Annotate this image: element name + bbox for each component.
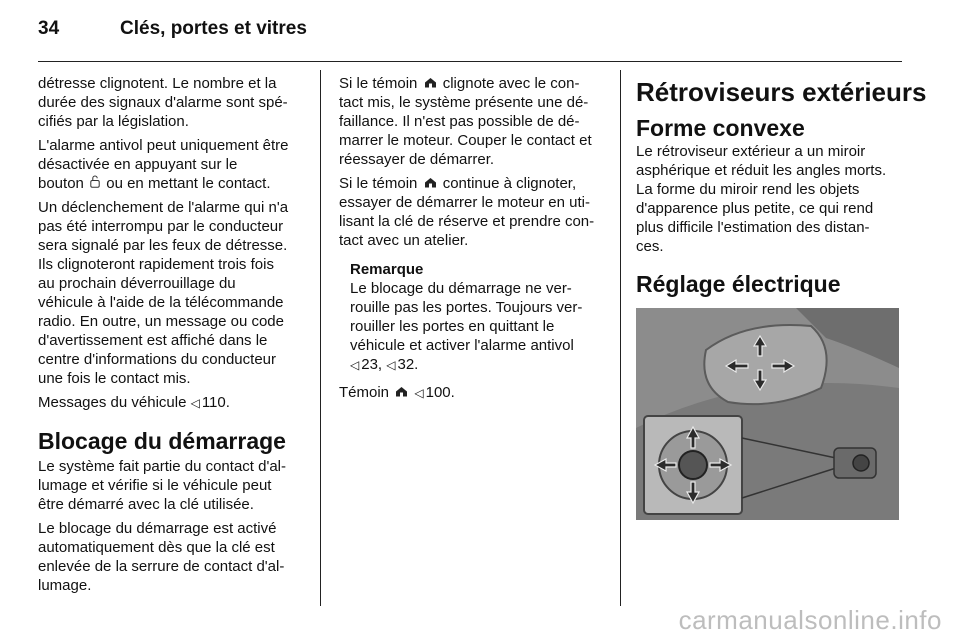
watermark: carmanualsonline.info bbox=[678, 605, 942, 635]
paragraph-convex-mirror: Le rétroviseur extérieur a un miroir asphérique et réduit les angles morts. La forme du miroir rend les objets d'apparence plus petite, ce qui rend plus difficile l'estimation des distan- ces. bbox=[636, 143, 887, 255]
note-box: Remarque Le blocage du démarrage ne ver- rouille pas les portes. Toujours ver- rouiller les portes en quittant le véhicule et activer l'alarme antivol ◁ 23, ◁ 32. bbox=[339, 260, 605, 375]
header-rule bbox=[38, 61, 902, 62]
mirror-adjustment-illustration bbox=[636, 308, 899, 520]
column-3 bbox=[636, 76, 927, 298]
paragraph-vehicle-messages: Messages du véhicule ◁ 110. bbox=[38, 394, 230, 411]
section-heading-immobiliser: Blocage du démarrage bbox=[38, 428, 286, 454]
page-ref-link[interactable]: 23, bbox=[361, 356, 383, 373]
paragraph-indicator-continues: Si le témoin continue à clignoter, essayer de démarrer le moteur en uti- lisant la clé de réserve et prendre con- tact avec un atelier. bbox=[339, 175, 595, 249]
page-ref-link[interactable]: 32. bbox=[397, 356, 419, 373]
paragraph-indicator-flashing: Si le témoin clignote avec le con- tact mis, le système présente une dé- faillance. Il n'est pas possible de dé- marrer le moteur. Couper le contact et réessayer de démarrer. bbox=[339, 75, 592, 168]
subheading-convex-shape: Forme convexe bbox=[636, 115, 805, 141]
page-number: 34 bbox=[38, 18, 60, 39]
page-header bbox=[38, 18, 922, 46]
immobiliser-warning-icon bbox=[424, 174, 437, 193]
column-divider-2 bbox=[620, 70, 621, 606]
page-ref-arrow-icon: ◁ bbox=[386, 358, 396, 372]
note-title: Remarque bbox=[350, 261, 424, 278]
paragraph-alarm-triggered: Un déclenchement de l'alarme qui n'a pas été interrompu par le conducteur sera signalé par les feux de détresse. Ils clignoteront rapidement trois fois au prochain déverrouillage du véhicule à l'aide de la télécommande radio. En outre, un message ou code d'avertissement est affiché dans le centre d'informations du conducteur une fois le contact mis. bbox=[38, 199, 289, 387]
page-ref-link[interactable]: 100. bbox=[425, 384, 455, 401]
page-ref-arrow-icon: ◁ bbox=[350, 358, 360, 372]
column-divider-1 bbox=[320, 70, 321, 606]
paragraph-alarm-signals: détresse clignotent. Le nombre et la durée des signaux d'alarme sont spé- cifiés par la législation. bbox=[38, 75, 288, 130]
unlock-button-icon bbox=[90, 174, 100, 193]
page-ref-link[interactable]: 110. bbox=[201, 394, 230, 411]
section-heading-exterior-mirrors: Rétroviseurs extérieurs bbox=[636, 77, 927, 107]
immobiliser-warning-icon bbox=[424, 74, 437, 93]
subheading-electric-adjustment: Réglage électrique bbox=[636, 271, 841, 297]
paragraph-indicator-ref: Témoin ◁ 100. bbox=[339, 384, 455, 401]
paragraph-alarm-deactivate: L'alarme antivol peut uniquement être désactivée en appuyant sur le bouton ou en mettant le contact. bbox=[38, 137, 289, 192]
immobiliser-warning-icon bbox=[395, 383, 408, 402]
page-ref-arrow-icon: ◁ bbox=[190, 396, 200, 410]
column-1 bbox=[38, 74, 304, 600]
paragraph-immobiliser-activation: Le blocage du démarrage est activé automatiquement dès que la clé est enlevée de la serrure de contact d'al- lumage. bbox=[38, 520, 285, 594]
column-2 bbox=[339, 74, 605, 408]
running-title: Clés, portes et vitres bbox=[120, 18, 307, 39]
paragraph-immobiliser-system: Le système fait partie du contact d'al- lumage et vérifie si le véhicule peut être démarré avec la clé utilisée. bbox=[38, 458, 286, 513]
page-ref-arrow-icon: ◁ bbox=[414, 386, 424, 400]
